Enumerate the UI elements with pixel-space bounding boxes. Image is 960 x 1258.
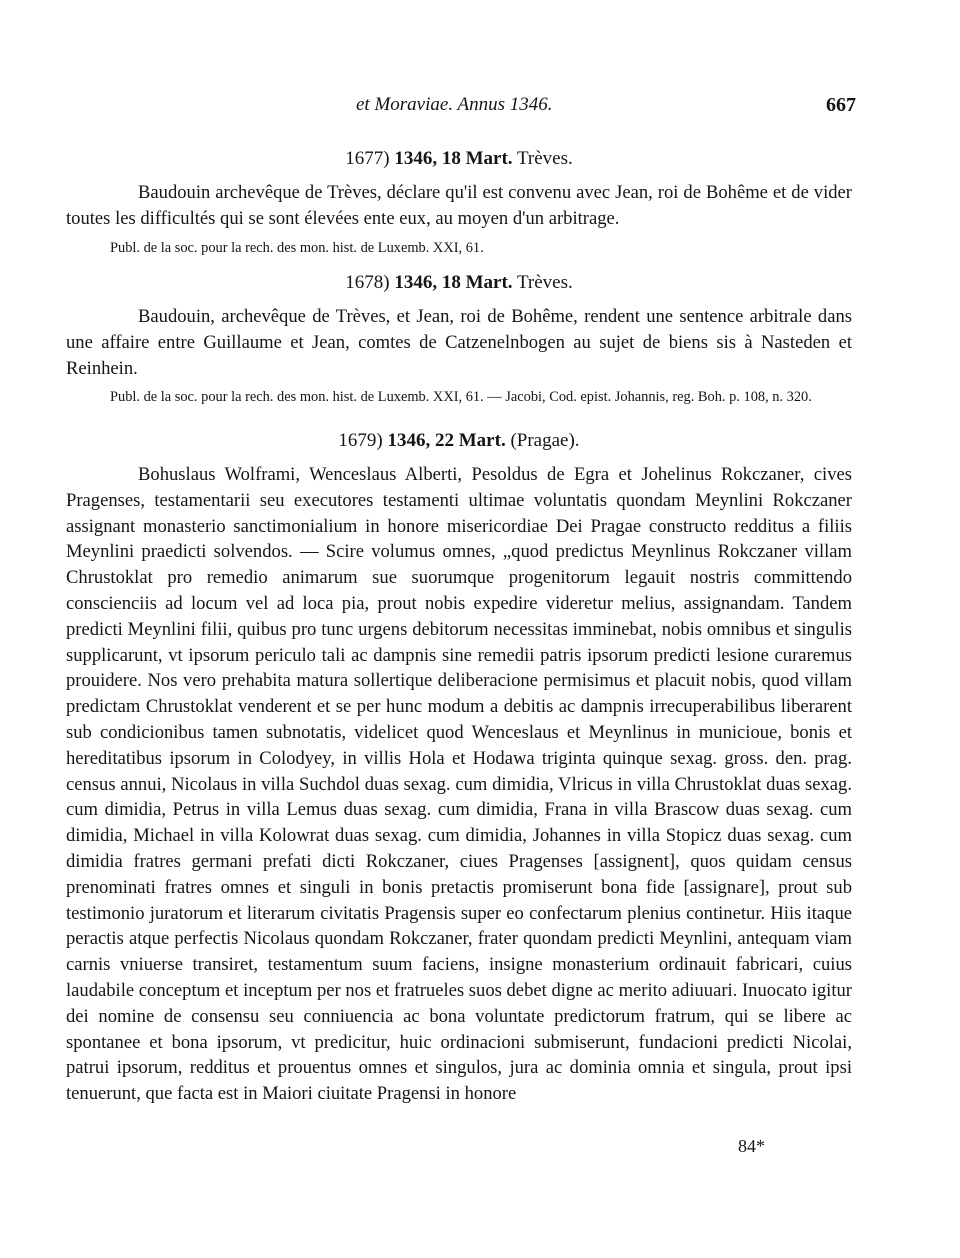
document-heading — [66, 270, 852, 296]
document-heading — [66, 146, 852, 172]
document-heading — [66, 428, 852, 454]
document-number: 1677) — [345, 148, 390, 169]
publication-note: Publ. de la soc. pour la rech. des mon. hist. de Luxemb. XXI, 61. — Jacobi, Cod. epist. Johannis, reg. Boh. p. 108, n. 320. — [110, 389, 812, 406]
page-number: 667 — [826, 94, 856, 116]
document-number: 1679) — [338, 430, 383, 451]
document-text: Bohuslaus Wolframi, Wenceslaus Alberti, Pesoldus de Egra et Johelinus Rokczaner, cives Pragenses, testamentarii seu executores testamenti ultimae voluntatis quondam Meynlini Rokczaner assignant monasterio sanctimonialium in honore misericordiae Dei Pragae constructo redditus a filiis Meynlini praedicti solvendos. — Scire volumus omnes, „quod predictus Meynlinus Rokczaner villam Chrustoklat pro remedio animarum sue suorumque progenitorum legauit nostris committendo conscienciis ad locum vel ad loca pia, prout nobis expedire videretur melius, assignandam. Tandem predicti Meynlini filii, quibus pro tunc urgens debitorum necessitas imminebat, nobis omnibus et singulis supplicarunt, vt ipsorum periculo tali ac dampnis sine remedii patris ipsorum predicti lesione curaremus prouidere. Nos vero prehabita matura sollertique deliberacione permisimus et placuit nobis, quod villam predictam Chrustoklat venderent et se per hunc modum a debitis ac dampnis irrecuperabilibus liberarent sub condicionibus tamen subnotatis, videlicet quod Wenceslaus et Meynlinus in municioue, bonis et hereditatibus ipsorum in Colodyey, in villis Hola et Hodawa triginta quinque sexag. gross. den. prag. census annui, Nicolaus in villa Suchdol duas sexag. cum dimidia, Vlricus in villa Chrustoklat duas sexag. cum dimidia, Petrus in villa Lemus duas sexag. cum dimidia, Frana in villa Brascow duas sexag. cum dimidia, Michael in villa Kolowrat duas sexag. cum dimidia, Johannes in villa Stopicz duas sexag. cum dimidia fratres germani prefati dicti Rokczaner, ciues Pragenses [assignent], quos quidam census prenominati fratres omnes et singuli in bonis pretactis promiserunt bona fide [assignare], prout sub testimonio juratorum et literarum civitatis Pragensis super eo confectarum plenius continetur. Hiis itaque peractis atque perfectis Nicolaus quondam Rokczaner, frater quondam predicti Meynlini, antequam viam carnis vniuerse transiret, testamentum suum faciens, insigne monasterium ordinauit fabricari, cuius laudabile conceptum et inceptum per nos et fratrueles suos debet digne ac merito adiuuari. Inuocato igitur dei nomine de consensu seu conniuencia ac bona voluntate predictorum fratrum, qui se libere ac spontanee et bona ipsorum, vt predicitur, huic ordinacioni submiserunt, fundacioni predicti Nicolai, patrui ipsorum, redditus et prouentus omnes et singulos, jura ac dominia omnia et singula, prout ipsi tenuerunt, que facta est in Maiori ciuitate Pragensi in honore — [66, 464, 852, 1105]
document-1678 — [66, 270, 852, 408]
document-date: 1346, 18 Mart. — [394, 272, 513, 293]
running-header — [66, 94, 856, 120]
document-date: 1346, 18 Mart. — [394, 148, 513, 169]
document-1679 — [66, 428, 852, 1107]
document-place: (Pragae). — [510, 430, 580, 451]
publication-note: Publ. de la soc. pour la rech. des mon. hist. de Luxemb. XXI, 61. — [110, 239, 484, 256]
document-place: Trèves. — [516, 148, 573, 169]
running-title: et Moraviae. Annus 1346. — [356, 94, 553, 115]
printer-signature: 84* — [738, 1136, 765, 1156]
document-date: 1346, 22 Mart. — [387, 430, 506, 451]
document-summary: Baudouin, archevêque de Trèves, et Jean, roi de Bohême, rendent une sentence arbitrale dans une affaire entre Guillaume et Jean, comtes de Catzenelnbogen au sujet de biens sis à Nasteden et Reinhein. — [66, 306, 852, 379]
document-place: Trèves. — [516, 272, 573, 293]
document-number: 1678) — [345, 272, 390, 293]
document-summary: Baudouin archevêque de Trèves, déclare qu'il est convenu avec Jean, roi de Bohême et de vider toutes les difficultés qui se sont élevées ente eux, au moyen d'un arbitrage. — [66, 182, 852, 229]
document-1677 — [66, 146, 852, 259]
